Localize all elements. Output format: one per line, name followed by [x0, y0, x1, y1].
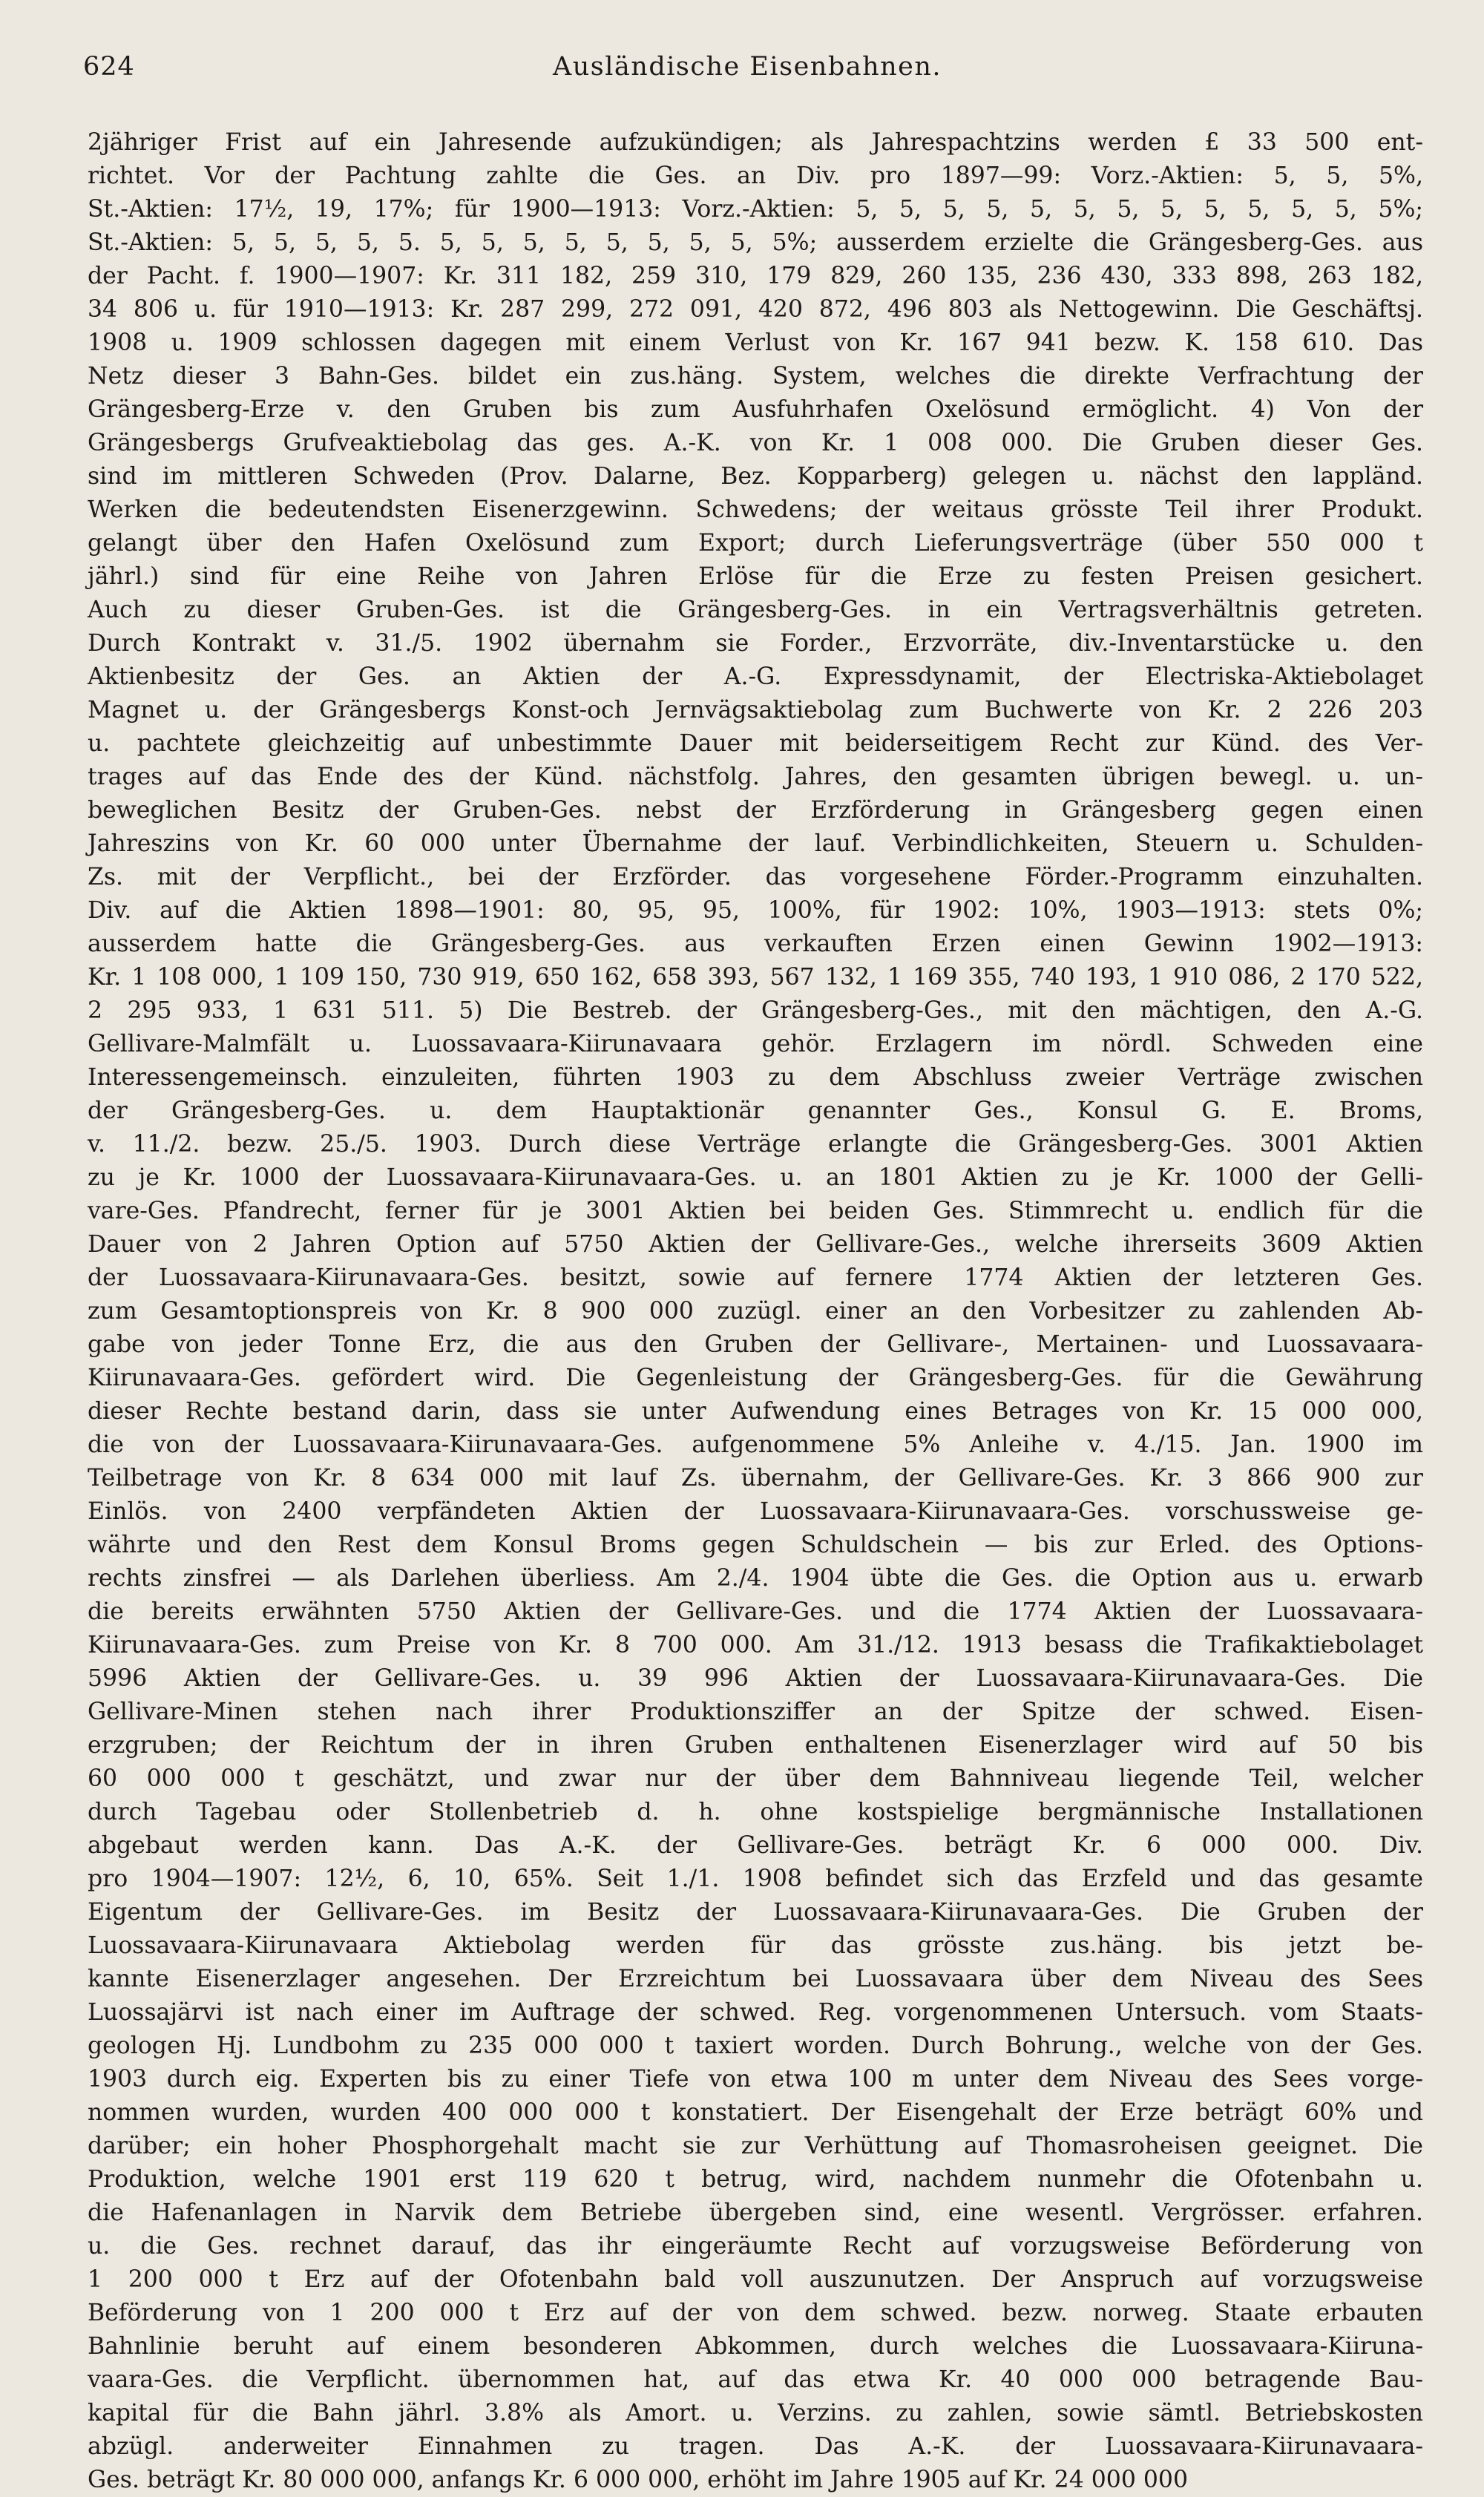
text-line: vaara-Ges. die Verpflicht. übernommen hat, auf das etwa Kr. 40 000 000 betragende Bau-	[88, 2366, 1423, 2393]
text-line: nommen wurden, wurden 400 000 000 t konstatiert. Der Eisengehalt der Erze beträgt 60% und	[88, 2099, 1423, 2126]
text-line: darüber; ein hoher Phosphorgehalt macht sie zur Verhüttung auf Thomasroheisen geeignet. Die	[88, 2133, 1423, 2159]
text-line: durch Tagebau oder Stollenbetrieb d. h. ohne kostspielige bergmännische Installationen	[88, 1799, 1423, 1825]
text-line: u. die Ges. rechnet darauf, das ihr eingeräumte Recht auf vorzugsweise Beförderung von	[88, 2233, 1423, 2260]
text-line: Dauer von 2 Jahren Option auf 5750 Aktien der Gellivare-Ges., welche ihrerseits 3609 Aktien	[88, 1231, 1423, 1258]
text-line: der Pacht. f. 1900—1907: Kr. 311 182, 259 310, 179 829, 260 135, 236 430, 333 898, 263 182,	[88, 263, 1423, 289]
text-line: gelangt über den Hafen Oxelösund zum Export; durch Lieferungsverträge (über 550 000 t	[88, 530, 1423, 557]
text-line: 1908 u. 1909 schlossen dagegen mit einem Verlust von Kr. 167 941 bezw. K. 158 610. Das	[88, 329, 1423, 356]
text-line: der Grängesberg-Ges. u. dem Hauptaktionär genannter Ges., Konsul G. E. Broms,	[88, 1097, 1423, 1124]
text-line: St.-Aktien: 17½, 19, 17%; für 1900—1913: Vorz.-Aktien: 5, 5, 5, 5, 5, 5, 5, 5, 5, 5, 5, 5, 5%;	[88, 196, 1423, 223]
text-line: 60 000 000 t geschätzt, und zwar nur der über dem Bahnniveau liegende Teil, welcher	[88, 1765, 1423, 1792]
text-line: Bahnlinie beruht auf einem besonderen Abkommen, durch welches die Luossavaara-Kiiruna-	[88, 2333, 1423, 2360]
text-line: Grängesberg-Erze v. den Gruben bis zum Ausfuhrhafen Oxelösund ermöglicht. 4) Von der	[88, 396, 1423, 423]
text-line: zum Gesamtoptionspreis von Kr. 8 900 000 zuzügl. einer an den Vorbesitzer zu zahlenden Ab-	[88, 1298, 1423, 1325]
text-line: der Luossavaara-Kiirunavaara-Ges. besitzt, sowie auf fernere 1774 Aktien der letzteren Ges.	[88, 1264, 1423, 1291]
text-line: währte und den Rest dem Konsul Broms gegen Schuldschein — bis zur Erled. des Options-	[88, 1532, 1423, 1558]
body-text	[88, 126, 1423, 2497]
page-header	[83, 52, 1411, 89]
text-line: vare-Ges. Pfandrecht, ferner für je 3001 Aktien bei beiden Ges. Stimmrecht u. endlich für die	[88, 1198, 1423, 1224]
text-line: Ges. beträgt Kr. 80 000 000, anfangs Kr. 6 000 000, erhöht im Jahre 1905 auf Kr. 24 000 000	[88, 2467, 1189, 2493]
text-line: Kiirunavaara-Ges. gefördert wird. Die Gegenleistung der Grängesberg-Ges. für die Gewährung	[88, 1365, 1423, 1391]
text-line: Interessengemeinsch. einzuleiten, führten 1903 zu dem Abschluss zweier Verträge zwischen	[88, 1064, 1423, 1091]
text-line: die Hafenanlagen in Narvik dem Betriebe übergeben sind, eine wesentl. Vergrösser. erfahren.	[88, 2199, 1423, 2226]
text-line: Gellivare-Minen stehen nach ihrer Produktionsziffer an der Spitze der schwed. Eisen-	[88, 1699, 1423, 1725]
text-line: v. 11./2. bezw. 25./5. 1903. Durch diese Verträge erlangte die Grängesberg-Ges. 3001 Aktien	[88, 1131, 1423, 1158]
text-line: Div. auf die Aktien 1898—1901: 80, 95, 95, 100%, für 1902: 10%, 1903—1913: stets 0%;	[88, 897, 1423, 924]
text-line: St.-Aktien: 5, 5, 5, 5, 5. 5, 5, 5, 5, 5, 5, 5, 5, 5%; ausserdem erzielte die Grängesberg-Ges. aus	[88, 229, 1423, 256]
text-line: Magnet u. der Grängesbergs Konst-och Jernvägsaktiebolag zum Buchwerte von Kr. 2 226 203	[88, 697, 1423, 723]
text-line: Beförderung von 1 200 000 t Erz auf der von dem schwed. bezw. norweg. Staate erbauten	[88, 2300, 1423, 2326]
text-line: Luossavaara-Kiirunavaara Aktiebolag werden für das grösste zus.häng. bis jetzt be-	[88, 1932, 1423, 1959]
text-line: gabe von jeder Tonne Erz, die aus den Gruben der Gellivare-, Mertainen- und Luossavaara-	[88, 1331, 1423, 1358]
text-line: Zs. mit der Verpflicht., bei der Erzförder. das vorgesehene Förder.-Programm einzuhalten.	[88, 864, 1423, 890]
text-line: die bereits erwähnten 5750 Aktien der Gellivare-Ges. und die 1774 Aktien der Luossavaara-	[88, 1598, 1423, 1625]
text-line: 2 295 933, 1 631 511. 5) Die Bestreb. der Grängesberg-Ges., mit den mächtigen, den A.-G.	[88, 997, 1423, 1024]
text-line: Teilbetrage von Kr. 8 634 000 mit lauf Zs. übernahm, der Gellivare-Ges. Kr. 3 866 900 zur	[88, 1465, 1423, 1492]
text-line: geologen Hj. Lundbohm zu 235 000 000 t taxiert worden. Durch Bohrung., welche von der Ges.	[88, 2032, 1423, 2059]
text-line: 5996 Aktien der Gellivare-Ges. u. 39 996 Aktien der Luossavaara-Kiirunavaara-Ges. Die	[88, 1665, 1423, 1692]
text-line: Gellivare-Malmfält u. Luossavaara-Kiirunavaara gehör. Erzlagern im nördl. Schweden eine	[88, 1031, 1423, 1057]
text-line: 1903 durch eig. Experten bis zu einer Tiefe von etwa 100 m unter dem Niveau des Sees vorge-	[88, 2066, 1423, 2093]
text-line: dieser Rechte bestand darin, dass sie unter Aufwendung eines Betrages von Kr. 15 000 000,	[88, 1398, 1423, 1425]
text-line: Einlös. von 2400 verpfändeten Aktien der Luossavaara-Kiirunavaara-Ges. vorschussweise ge-	[88, 1498, 1423, 1525]
page-number: 624	[83, 52, 135, 82]
text-line: jährl.) sind für eine Reihe von Jahren Erlöse für die Erze zu festen Preisen gesichert.	[88, 563, 1423, 590]
text-line: Aktienbesitz der Ges. an Aktien der A.-G. Expressdynamit, der Electriska-Aktiebolaget	[88, 663, 1423, 690]
text-line: Werken die bedeutendsten Eisenerzgewinn. Schwedens; der weitaus grösste Teil ihrer Produkt.	[88, 496, 1423, 523]
text-line: Jahreszins von Kr. 60 000 unter Übernahme der lauf. Verbindlichkeiten, Steuern u. Schulden-	[88, 830, 1423, 857]
text-line: richtet. Vor der Pachtung zahlte die Ges. an Div. pro 1897—99: Vorz.-Aktien: 5, 5, 5%,	[88, 163, 1423, 189]
text-line: Produktion, welche 1901 erst 119 620 t betrug, wird, nachdem nunmehr die Ofotenbahn u.	[88, 2166, 1423, 2193]
text-line: beweglichen Besitz der Gruben-Ges. nebst der Erzförderung in Grängesberg gegen einen	[88, 797, 1423, 824]
text-line: Luossajärvi ist nach einer im Auftrage der schwed. Reg. vorgenommenen Untersuch. vom Staats-	[88, 1999, 1423, 2026]
text-line: trages auf das Ende des der Künd. nächstfolg. Jahres, den gesamten übrigen bewegl. u. un-	[88, 764, 1423, 790]
text-line: Kiirunavaara-Ges. zum Preise von Kr. 8 700 000. Am 31./12. 1913 besass die Trafikaktiebolaget	[88, 1632, 1423, 1658]
text-line: abzügl. anderweiter Einnahmen zu tragen. Das A.-K. der Luossavaara-Kiirunavaara-	[88, 2433, 1423, 2460]
text-line: kapital für die Bahn jährl. 3.8% als Amort. u. Verzins. zu zahlen, sowie sämtl. Betriebskosten	[88, 2400, 1423, 2427]
text-line: u. pachtete gleichzeitig auf unbestimmte Dauer mit beiderseitigem Recht zur Künd. des Ver-	[88, 730, 1423, 757]
text-line: erzgruben; der Reichtum der in ihren Gruben enthaltenen Eisenerzlager wird auf 50 bis	[88, 1732, 1423, 1759]
text-line: zu je Kr. 1000 der Luossavaara-Kiirunavaara-Ges. u. an 1801 Aktien zu je Kr. 1000 der Gelli-	[88, 1164, 1423, 1191]
text-line: abgebaut werden kann. Das A.-K. der Gellivare-Ges. beträgt Kr. 6 000 000. Div.	[88, 1832, 1423, 1859]
text-line: rechts zinsfrei — als Darlehen überliess. Am 2./4. 1904 übte die Ges. die Option aus u. erwarb	[88, 1565, 1423, 1592]
text-line: ausserdem hatte die Grängesberg-Ges. aus verkauften Erzen einen Gewinn 1902—1913:	[88, 931, 1423, 957]
text-line: die von der Luossavaara-Kiirunavaara-Ges. aufgenommene 5% Anleihe v. 4./15. Jan. 1900 im	[88, 1431, 1423, 1458]
text-line: Auch zu dieser Gruben-Ges. ist die Grängesberg-Ges. in ein Vertragsverhältnis getreten.	[88, 597, 1423, 623]
text-line: Kr. 1 108 000, 1 109 150, 730 919, 650 162, 658 393, 567 132, 1 169 355, 740 193, 1 910 086, 2 170 522,	[88, 964, 1423, 991]
text-line: 1 200 000 t Erz auf der Ofotenbahn bald voll auszunutzen. Der Anspruch auf vorzugsweise	[88, 2266, 1423, 2293]
text-line: Grängesbergs Grufveaktiebolag das ges. A.-K. von Kr. 1 008 000. Die Gruben dieser Ges.	[88, 430, 1423, 456]
text-line: Durch Kontrakt v. 31./5. 1902 übernahm sie Forder., Erzvorräte, div.-Inventarstücke u. den	[88, 630, 1423, 657]
text-line: Eigentum der Gellivare-Ges. im Besitz der Luossavaara-Kiirunavaara-Ges. Die Gruben der	[88, 1899, 1423, 1926]
text-line: Netz dieser 3 Bahn-Ges. bildet ein zus.häng. System, welches die direkte Verfrachtung der	[88, 363, 1423, 390]
text-line: kannte Eisenerzlager angesehen. Der Erzreichtum bei Luossavaara über dem Niveau des Sees	[88, 1966, 1423, 1992]
text-line: 34 806 u. für 1910—1913: Kr. 287 299, 272 091, 420 872, 496 803 als Nettogewinn. Die Geschäftsj.	[88, 296, 1423, 323]
text-line: 2jähriger Frist auf ein Jahresende aufzukündigen; als Jahrespachtzins werden £ 33 500 ent-	[88, 129, 1423, 156]
text-line: pro 1904—1907: 12½, 6, 10, 65%. Seit 1./1. 1908 befindet sich das Erzfeld und das gesamte	[88, 1866, 1423, 1892]
running-title: Ausländische Eisenbahnen.	[552, 52, 942, 82]
text-line: sind im mittleren Schweden (Prov. Dalarne, Bez. Kopparberg) gelegen u. nächst den lappländ.	[88, 463, 1423, 490]
